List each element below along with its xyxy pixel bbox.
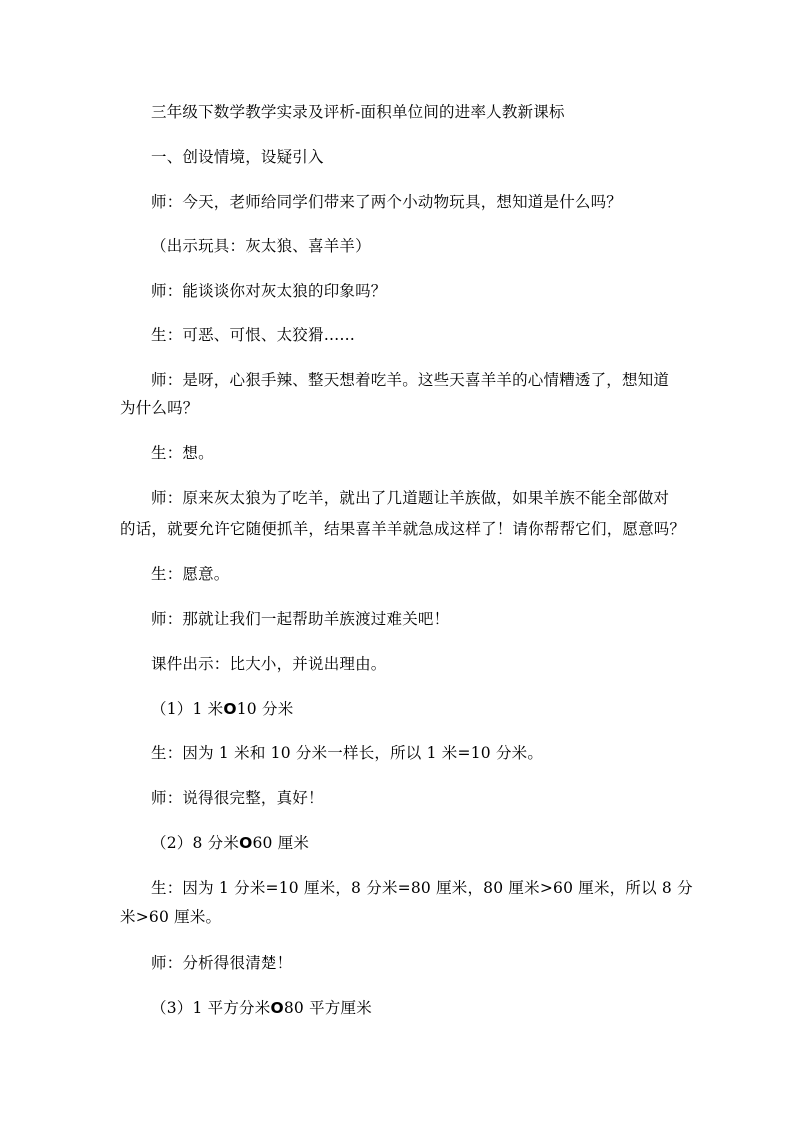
question-text: （2）8 分米: [151, 834, 240, 852]
paragraph-continuation: 的话，就要允许它随便抓羊，结果喜羊羊就急成这样了！请你帮帮它们，愿意吗？: [120, 520, 686, 538]
paragraph: 师：是呀，心狠手辣、整天想着吃羊。这些天喜羊羊的心情糟透了，想知道: [151, 371, 670, 389]
paragraph: 师：分析得很清楚！: [151, 954, 293, 972]
paragraph: 师：今天，老师给同学们带来了两个小动物玩具，想知道是什么吗？: [151, 193, 623, 211]
paragraph: 师：那就让我们一起帮助羊族渡过难关吧！: [151, 610, 450, 628]
paragraph: 生：愿意。: [151, 565, 230, 583]
question-text: （1）1 米: [151, 700, 224, 718]
compare-circle-blank: O: [239, 834, 253, 852]
section-heading: 一、创设情境，设疑引入: [151, 148, 324, 166]
paragraph: 师：原来灰太狼为了吃羊，就出了几道题让羊族做，如果羊族不能全部做对: [151, 489, 670, 507]
paragraph: 生：可恶、可恨、太狡猾……: [151, 326, 356, 344]
paragraph: 师：能谈谈你对灰太狼的印象吗？: [151, 282, 387, 300]
paragraph: 生：想。: [151, 444, 214, 462]
paragraph-continuation: 为什么吗？: [120, 399, 199, 417]
question-3: [151, 996, 711, 1020]
paragraph: 师：说得很完整，真好！: [151, 789, 324, 807]
compare-circle-blank: O: [270, 999, 284, 1017]
question-text: 10 分米: [236, 700, 294, 718]
question-2: [151, 831, 711, 855]
compare-circle-blank: O: [223, 700, 237, 718]
paragraph: 课件出示：比大小，并说出理由。: [151, 655, 387, 673]
question-text: 60 厘米: [252, 834, 310, 852]
question-text: 80 平方厘米: [283, 999, 372, 1017]
paragraph: 生：因为 1 分米=10 厘米，8 分米=80 厘米，80 厘米>60 厘米，所以 8 分: [151, 879, 693, 897]
paragraph-continuation: 米>60 厘米。: [120, 908, 222, 926]
question-text: （3）1 平方分米: [151, 999, 271, 1017]
question-1: [151, 697, 711, 721]
document-title: 三年级下数学教学实录及评析-面积单位间的进率人教新课标: [151, 103, 565, 121]
paragraph: 生：因为 1 米和 10 分米一样长，所以 1 米=10 分米。: [151, 744, 544, 762]
paragraph: （出示玩具：灰太狼、喜羊羊）: [151, 237, 371, 255]
